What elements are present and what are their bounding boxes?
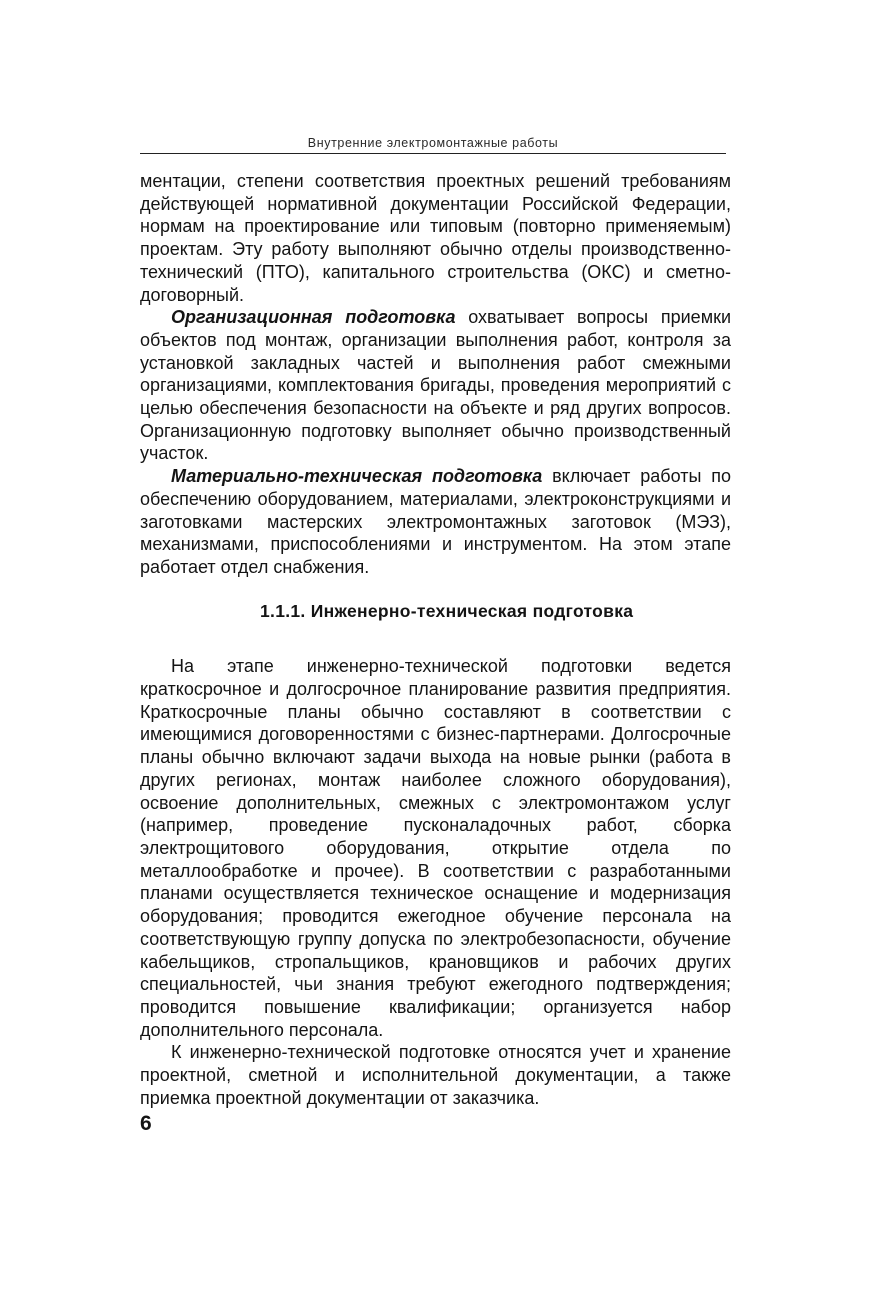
paragraph-engineering: На этапе инженерно-технической подготовки ведется краткосрочное и долгосрочное планирование развития предприятия. Краткосрочные планы обычно составляют в соответствии с имеющимися договоренностями с бизнес-партнерами. Долгосрочные планы обычно включают задачи выхода на новые рынки (работа в других регионах, монтаж наиболее сложного оборудования), освоение дополнительных, смежных с электромонтажом услуг (например, проведение пусконаладочных работ, сборка электрощитового оборудования, открытие отдела по металлообработке и прочее). В соответствии с разработанными планами осуществляется техническое оснащение и модернизация оборудования; проводится ежегодное обучение персонала на соответствующую группу допуска по электробезопасности, обучение кабельщиков, стропальщиков, крановщиков и рабочих других специальностей, чьи знания требуют ежегодного подтверждения; проводится повышение квалификации; организуется набор дополнительного персонала. xyxy=(140,656,731,1040)
paragraph-organizational-text: охватывает вопросы приемки объектов под монтаж, организации выполнения работ, контроля за установкой закладных частей и выполнения работ смежными организациями, комплектования бригады, проведения мероприятий с целью обеспечения безопасности на объекте и ряд других вопросов. Организационную подготовку выполняет обычно производственный участок. xyxy=(140,307,731,464)
paragraph-documentation: К инженерно-технической подготовке относятся учет и хранение проектной, сметной и исполнительной документации, а также приемка проектной документации от заказчика. xyxy=(140,1042,731,1108)
paragraph-continuation: ментации, степени соответствия проектных решений требованиям действующей нормативной документации Российской Федерации, нормам на проектирование или типовым (повторно применяемым) проектам. Эту работу выполняют обычно отделы производственно-технический (ПТО), капитального строительства (ОКС) и сметно-договорный. xyxy=(140,171,731,305)
section-heading: 1.1.1. Инженерно-техническая подготовка xyxy=(260,600,634,621)
paragraph-organizational xyxy=(140,306,731,465)
term-material: Материально-техническая подготовка xyxy=(171,466,543,487)
running-head: Внутренние электромонтажные работы xyxy=(307,136,559,150)
header-rule xyxy=(140,153,726,154)
paragraph-material-text: включает работы по обеспечению оборудованием, материалами, электроконструкциями и заготовками мастерских электромонтажных заготовок (МЭЗ), механизмами, приспособлениями и инструментом. На этом этапе работает отдел снабжения. xyxy=(140,466,732,577)
term-organizational: Организационная подготовка xyxy=(171,307,456,328)
page-body xyxy=(140,170,731,1109)
page-number: 6 xyxy=(140,1112,152,1135)
paragraph-material xyxy=(140,465,731,579)
